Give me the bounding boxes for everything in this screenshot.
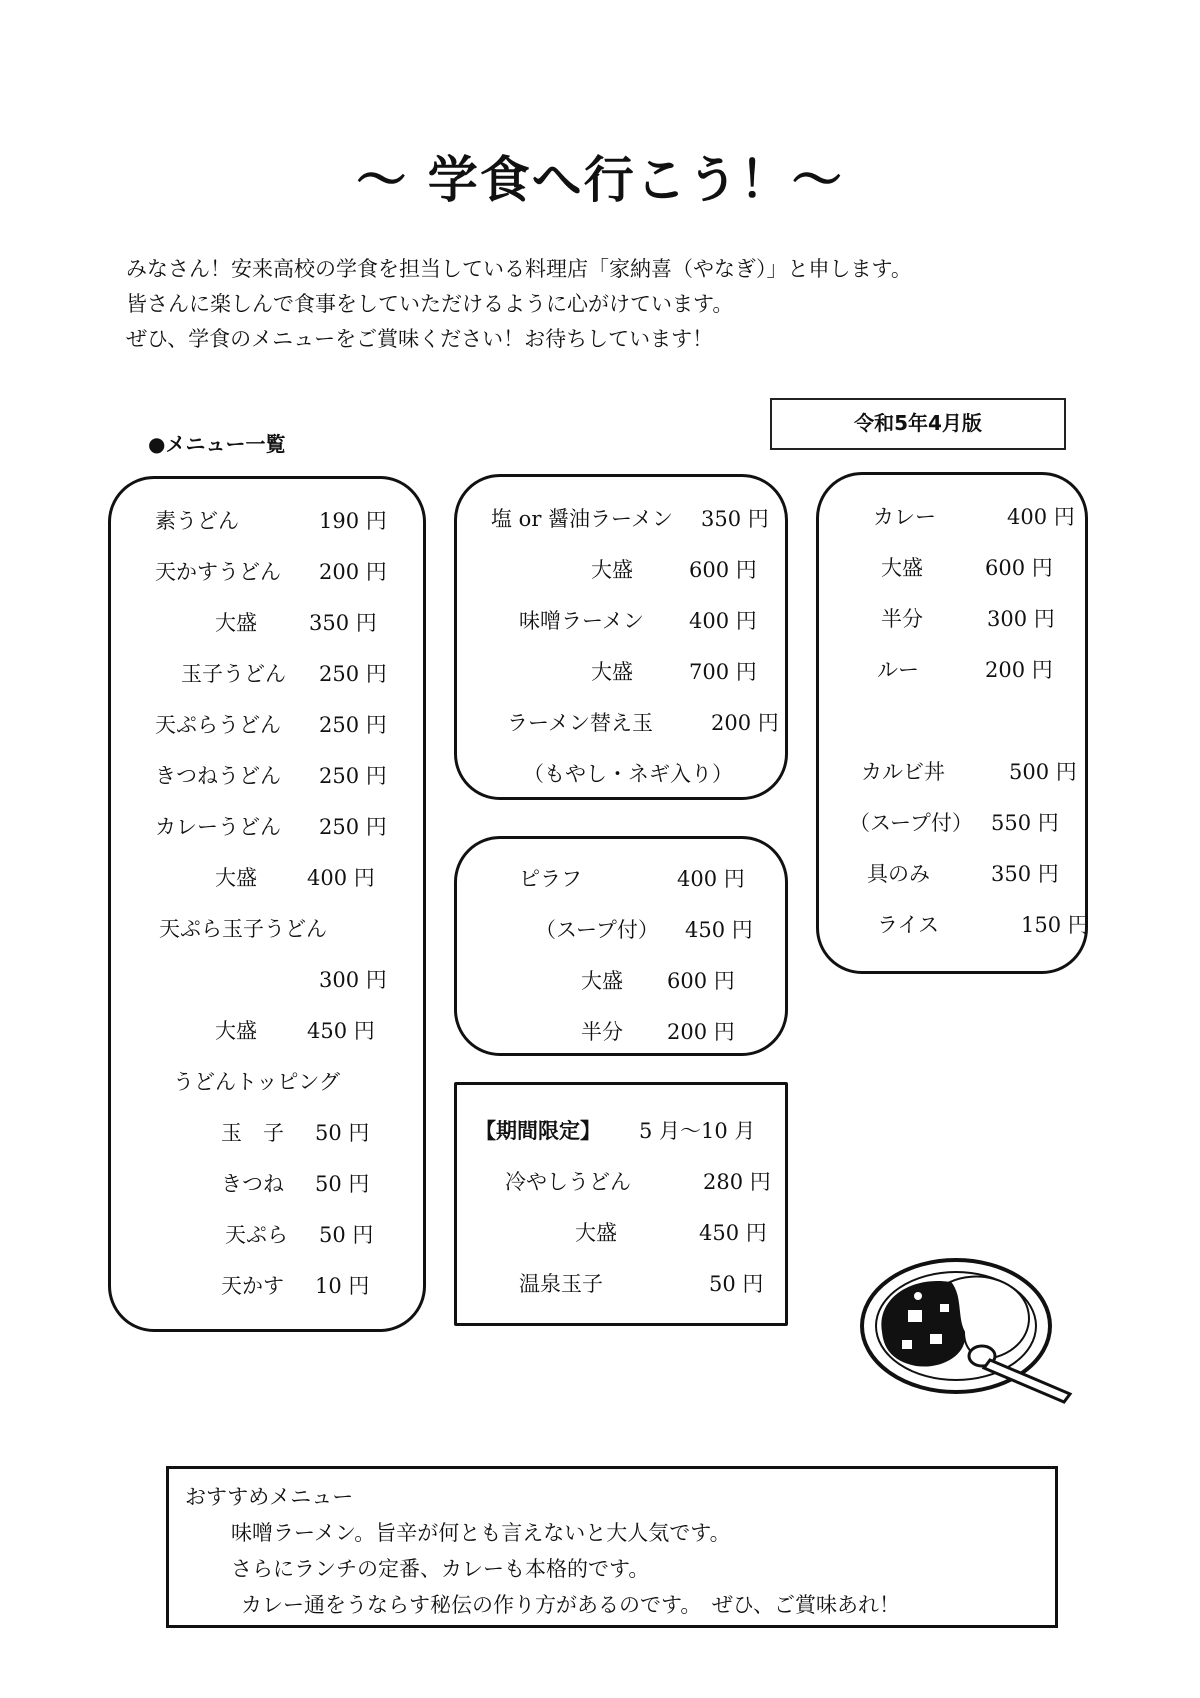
recommend-line: さらにランチの定番、カレーも本格的です。 <box>231 1557 650 1581</box>
intro-line: 皆さんに楽しんで食事をしていただけるように心がけています。 <box>126 292 734 316</box>
curry-menu-box: カレー 400 円 大盛 600 円 半分 300 円 ルー 200 円 カルビ丼 500 円 （スープ付） 550 円 具のみ 350 円 ライス 150 円 <box>816 472 1088 974</box>
recommend-line: 味噌ラーメン。旨辛が何とも言えないと大人気です。 <box>231 1521 731 1545</box>
limited-menu-box: 【期間限定】 5 月～10 月 冷やしうどん 280 円 大盛 450 円 温泉玉子 50 円 <box>454 1082 788 1326</box>
page-title: ～ 学食へ行こう！～ <box>356 151 844 209</box>
udon-menu-box: 素うどん 190 円 天かすうどん 200 円 大盛 350 円 玉子うどん 250 円 天ぷらうどん 250 円 きつねうどん 250 円 カレーうどん 250 円 大盛 400 円 天ぷら玉子うどん 300 円 大盛 450 円 うどんトッピング 玉 子 50 円 きつね 50 円 天ぷら 50 円 天かす 10 円 <box>108 476 426 1332</box>
edition-label: 令和5年4月版 <box>770 398 1066 450</box>
pilaf-menu-box: ピラフ 400 円 （スープ付） 450 円 大盛 600 円 半分 200 円 <box>454 836 788 1056</box>
ramen-menu-box: 塩 or 醤油ラーメン 350 円 大盛 600 円 味噌ラーメン 400 円 大盛 700 円 ラーメン替え玉 200 円 （もやし・ネギ入り） <box>454 474 788 800</box>
intro-line: ぜひ、学食のメニューをご賞味ください！お待ちしています！ <box>126 327 714 351</box>
section-title: ●メニュー一覧 <box>148 432 286 456</box>
recommend-box <box>166 1466 1058 1628</box>
intro-text <box>126 252 912 357</box>
recommend-line: カレー通をうならす秘伝の作り方があるのです。 ぜひ、ご賞味あれ！ <box>241 1593 900 1617</box>
intro-line: みなさん！安来高校の学食を担当している料理店「家納喜（やなぎ）」と申します。 <box>126 257 912 281</box>
curry-plate-illustration <box>852 1248 1078 1408</box>
recommend-title: おすすめメニュー <box>185 1485 354 1509</box>
